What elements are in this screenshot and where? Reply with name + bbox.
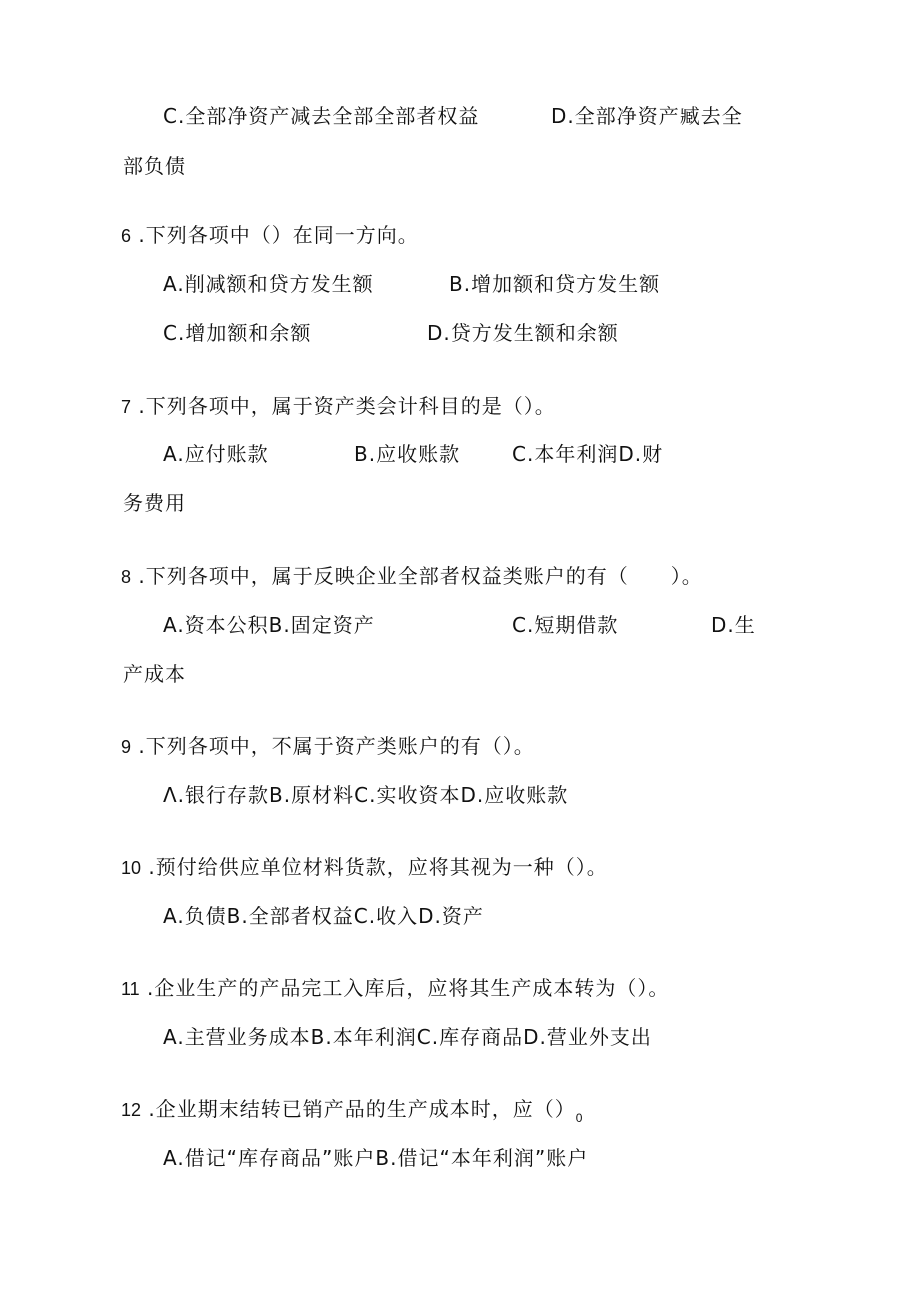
q8-option-c: C.短期借款 bbox=[512, 613, 619, 637]
q12-options: A.借记“库存商品”账户B.借记“本年利润”账户 bbox=[163, 1146, 589, 1170]
question-6 bbox=[121, 221, 419, 250]
question-11 bbox=[121, 974, 669, 1003]
q5-option-d-continued: 部负债 bbox=[123, 154, 186, 178]
question-stem: .下列各项中，不属于资产类账户的有（）。 bbox=[131, 734, 535, 758]
q7-option-c-d: C.本年利润D.财 bbox=[512, 442, 664, 466]
q11-options: A.主营业务成本B.本年利润C.库存商品D.营业外支出 bbox=[163, 1025, 652, 1049]
q6-option-a: A.削减额和贷方发生额 bbox=[163, 272, 374, 296]
question-number: 10 bbox=[121, 858, 142, 878]
question-9 bbox=[121, 732, 535, 761]
question-stem: .企业生产的产品完工入库后，应将其生产成本转为（）。 bbox=[139, 976, 670, 1000]
q10-options: A.负债B.全部者权益C.收入D.资产 bbox=[163, 904, 484, 928]
q8-option-a-b: A.资本公积B.固定资产 bbox=[163, 613, 375, 637]
question-number: 8 bbox=[121, 567, 132, 587]
question-number: 7 bbox=[121, 397, 132, 417]
question-stem: .企业期末结转已销产品的生产成本时，应（） bbox=[141, 1097, 576, 1121]
q7-option-a: A.应付账款 bbox=[163, 442, 269, 466]
q6-option-b: B.增加额和贷方发生额 bbox=[449, 272, 661, 296]
q6-option-c: C.增加额和余额 bbox=[163, 321, 312, 345]
question-number: 12 bbox=[121, 1100, 142, 1120]
question-stem-tail: 0 bbox=[575, 1111, 583, 1125]
question-stem: .下列各项中，属于反映企业全部者权益类账户的有（ ）。 bbox=[131, 564, 703, 588]
question-stem: .预付给供应单位材料货款，应将其视为一种（）。 bbox=[141, 855, 608, 879]
q5-option-c: C.全部净资产减去全部全部者权益 bbox=[163, 104, 480, 128]
question-stem: .下列各项中（）在同一方向。 bbox=[131, 223, 419, 247]
q8-option-d: D.生 bbox=[711, 613, 756, 637]
q7-option-d-continued: 务费用 bbox=[123, 491, 186, 515]
question-8 bbox=[121, 562, 703, 591]
question-10 bbox=[121, 853, 608, 882]
q6-option-d: D.贷方发生额和余额 bbox=[427, 321, 619, 345]
question-12 bbox=[121, 1095, 582, 1132]
question-number: 11 bbox=[121, 979, 140, 999]
question-7 bbox=[121, 392, 556, 421]
q7-option-b: B.应收账款 bbox=[354, 442, 461, 466]
question-stem: .下列各项中，属于资产类会计科目的是（）。 bbox=[131, 394, 556, 418]
question-number: 6 bbox=[121, 226, 132, 246]
question-number: 9 bbox=[121, 737, 132, 757]
q9-options: Λ.银行存款B.原材料C.实收资本D.应收账款 bbox=[163, 783, 569, 807]
q5-option-d: D.全部净资产臧去全 bbox=[551, 104, 743, 128]
q8-option-d-continued: 产成本 bbox=[123, 662, 186, 686]
